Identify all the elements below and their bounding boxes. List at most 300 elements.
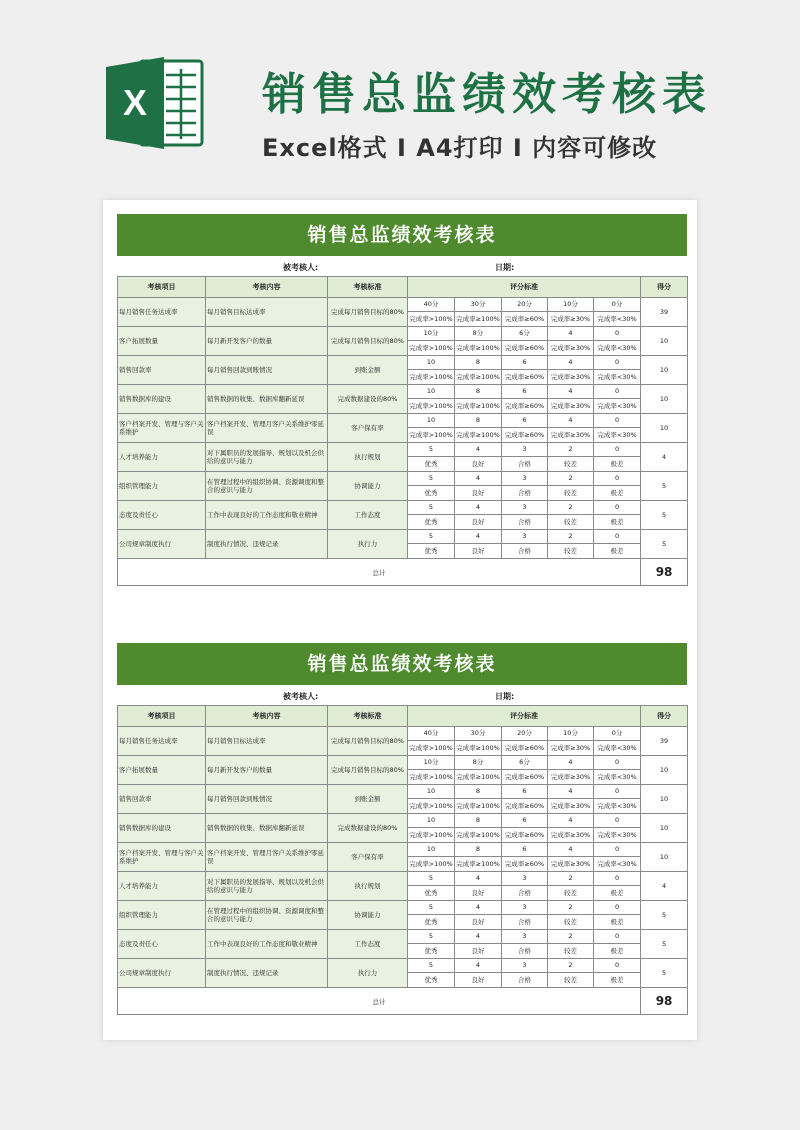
criteria-points-cell[interactable]: 8分 (455, 327, 502, 341)
criteria-level-cell[interactable]: 完成率≥60% (502, 428, 548, 443)
content-cell[interactable]: 每月销售回款到账情况 (206, 356, 328, 385)
criteria-level-cell[interactable]: 完成率<30% (594, 428, 641, 443)
item-cell[interactable]: 客户档案开发、管理与客户关系维护 (118, 414, 206, 443)
criteria-level-cell[interactable]: 较差 (548, 486, 594, 501)
criteria-points-cell[interactable]: 10 (408, 843, 455, 857)
criteria-points-cell[interactable]: 0 (594, 327, 641, 341)
content-cell[interactable]: 每月新开发客户的数量 (206, 327, 328, 356)
criteria-points-cell[interactable]: 2 (548, 443, 594, 457)
criteria-level-cell[interactable]: 良好 (455, 457, 502, 472)
sheet-title: 销售总监绩效考核表 (117, 214, 687, 256)
standard-cell[interactable]: 执行力 (328, 959, 408, 988)
item-cell[interactable]: 销售数据库的建设 (118, 385, 206, 414)
criteria-points-cell[interactable]: 4 (455, 472, 502, 486)
criteria-level-cell[interactable]: 完成率>100% (408, 428, 455, 443)
criteria-level-cell[interactable]: 完成率≥30% (548, 857, 594, 872)
item-cell[interactable]: 销售回款率 (118, 356, 206, 385)
criteria-points-cell[interactable]: 40分 (408, 298, 455, 312)
criteria-level-cell[interactable]: 良好 (455, 915, 502, 930)
criteria-level-cell[interactable]: 完成率≥100% (455, 857, 502, 872)
criteria-level-cell[interactable]: 极差 (594, 544, 641, 559)
item-cell[interactable]: 销售回款率 (118, 785, 206, 814)
criteria-points-cell[interactable]: 0 (594, 872, 641, 886)
criteria-points-cell[interactable]: 4 (455, 530, 502, 544)
criteria-points-cell[interactable]: 10 (408, 785, 455, 799)
total-row (118, 988, 688, 1015)
item-cell[interactable]: 公司规章制度执行 (118, 959, 206, 988)
header-item: 考核项目 (118, 706, 206, 727)
criteria-points-cell[interactable]: 2 (548, 872, 594, 886)
criteria-level-cell[interactable]: 良好 (455, 973, 502, 988)
criteria-points-cell[interactable]: 3 (502, 872, 548, 886)
total-score[interactable]: 98 (641, 559, 688, 586)
criteria-points-cell[interactable]: 8 (455, 785, 502, 799)
criteria-level-cell[interactable]: 良好 (455, 515, 502, 530)
table-row (118, 843, 688, 857)
criteria-level-cell[interactable]: 完成率>100% (408, 857, 455, 872)
header-criteria: 评分标准 (408, 277, 641, 298)
criteria-points-cell[interactable]: 0 (594, 785, 641, 799)
criteria-level-cell[interactable]: 完成率<30% (594, 857, 641, 872)
criteria-points-cell[interactable]: 0 (594, 385, 641, 399)
criteria-points-cell[interactable]: 0分 (594, 298, 641, 312)
content-cell[interactable]: 在管理过程中的组织协调、资源调度和整合的意识与能力 (206, 901, 328, 930)
criteria-level-cell[interactable]: 完成率<30% (594, 770, 641, 785)
criteria-points-cell[interactable]: 8 (455, 356, 502, 370)
criteria-level-cell[interactable]: 完成率≥100% (455, 370, 502, 385)
criteria-level-cell[interactable]: 合格 (502, 944, 548, 959)
score-cell[interactable]: 10 (641, 756, 688, 785)
criteria-level-cell[interactable]: 完成率≥30% (548, 399, 594, 414)
criteria-points-cell[interactable]: 5 (408, 443, 455, 457)
header-criteria: 评分标准 (408, 706, 641, 727)
criteria-level-cell[interactable]: 完成率<30% (594, 399, 641, 414)
criteria-level-cell[interactable]: 完成率≥60% (502, 799, 548, 814)
criteria-points-cell[interactable]: 6 (502, 356, 548, 370)
criteria-points-cell[interactable]: 2 (548, 959, 594, 973)
criteria-points-cell[interactable]: 20分 (502, 298, 548, 312)
criteria-points-cell[interactable]: 4 (455, 901, 502, 915)
content-cell[interactable]: 每月新开发客户的数量 (206, 756, 328, 785)
criteria-level-cell[interactable]: 完成率≥100% (455, 770, 502, 785)
criteria-level-cell[interactable]: 完成率≥60% (502, 399, 548, 414)
criteria-points-cell[interactable]: 5 (408, 530, 455, 544)
content-cell[interactable]: 制度执行情况、违规记录 (206, 959, 328, 988)
criteria-points-cell[interactable]: 3 (502, 501, 548, 515)
criteria-level-cell[interactable]: 合格 (502, 486, 548, 501)
criteria-level-cell[interactable]: 良好 (455, 886, 502, 901)
assessee-label: 被考核人: (283, 263, 319, 272)
table-header-row (118, 277, 688, 298)
criteria-points-cell[interactable]: 0 (594, 930, 641, 944)
criteria-points-cell[interactable]: 0 (594, 530, 641, 544)
criteria-points-cell[interactable]: 5 (408, 959, 455, 973)
criteria-level-cell[interactable]: 完成率≥100% (455, 828, 502, 843)
content-cell[interactable]: 客户档案开发、管理月客户关系维护零延误 (206, 414, 328, 443)
criteria-level-cell[interactable]: 完成率≥60% (502, 341, 548, 356)
criteria-level-cell[interactable]: 完成率<30% (594, 799, 641, 814)
item-cell[interactable]: 每月销售任务达成率 (118, 298, 206, 327)
criteria-points-cell[interactable]: 5 (408, 901, 455, 915)
criteria-level-cell[interactable]: 完成率>100% (408, 828, 455, 843)
standard-cell[interactable]: 完成每月销售目标的80% (328, 756, 408, 785)
criteria-points-cell[interactable]: 8 (455, 385, 502, 399)
criteria-level-cell[interactable]: 完成率≥30% (548, 770, 594, 785)
criteria-points-cell[interactable]: 4 (548, 843, 594, 857)
criteria-points-cell[interactable]: 10 (408, 814, 455, 828)
table-row (118, 414, 688, 428)
criteria-level-cell[interactable]: 完成率≥100% (455, 741, 502, 756)
standard-cell[interactable]: 到账金额 (328, 356, 408, 385)
standard-cell[interactable]: 客户保有率 (328, 843, 408, 872)
criteria-points-cell[interactable]: 4 (548, 356, 594, 370)
criteria-level-cell[interactable]: 较差 (548, 973, 594, 988)
criteria-points-cell[interactable]: 8分 (455, 756, 502, 770)
table-row (118, 385, 688, 399)
criteria-points-cell[interactable]: 0 (594, 472, 641, 486)
table-row (118, 814, 688, 828)
content-cell[interactable]: 客户档案开发、管理月客户关系维护零延误 (206, 843, 328, 872)
criteria-points-cell[interactable]: 3 (502, 530, 548, 544)
sub-title: Excel格式 I A4打印 I 内容可修改 (262, 134, 658, 162)
item-cell[interactable]: 组织管理能力 (118, 901, 206, 930)
score-cell[interactable]: 10 (641, 414, 688, 443)
criteria-level-cell[interactable]: 合格 (502, 544, 548, 559)
score-cell[interactable]: 5 (641, 530, 688, 559)
item-cell[interactable]: 销售数据库的建设 (118, 814, 206, 843)
criteria-points-cell[interactable]: 4 (455, 443, 502, 457)
standard-cell[interactable]: 执行规划 (328, 872, 408, 901)
item-cell[interactable]: 人才培养能力 (118, 872, 206, 901)
assessment-sheet (117, 643, 687, 1015)
score-cell[interactable]: 5 (641, 959, 688, 988)
criteria-level-cell[interactable]: 完成率≥30% (548, 428, 594, 443)
criteria-level-cell[interactable]: 优秀 (408, 544, 455, 559)
criteria-level-cell[interactable]: 完成率≥60% (502, 828, 548, 843)
score-cell[interactable]: 5 (641, 930, 688, 959)
criteria-points-cell[interactable]: 6分 (502, 756, 548, 770)
standard-cell[interactable]: 完成数据建设的80% (328, 385, 408, 414)
criteria-level-cell[interactable]: 完成率<30% (594, 341, 641, 356)
criteria-points-cell[interactable]: 3 (502, 959, 548, 973)
content-cell[interactable]: 对下属职员的发展指导、规划以及机会供给的意识与能力 (206, 443, 328, 472)
criteria-level-cell[interactable]: 完成率≥100% (455, 428, 502, 443)
criteria-points-cell[interactable]: 4 (548, 414, 594, 428)
criteria-points-cell[interactable]: 0 (594, 356, 641, 370)
score-cell[interactable]: 5 (641, 901, 688, 930)
criteria-points-cell[interactable]: 10分 (548, 298, 594, 312)
criteria-level-cell[interactable]: 合格 (502, 973, 548, 988)
score-cell[interactable]: 4 (641, 872, 688, 901)
criteria-points-cell[interactable]: 4 (548, 385, 594, 399)
criteria-points-cell[interactable]: 2 (548, 530, 594, 544)
criteria-points-cell[interactable]: 0 (594, 843, 641, 857)
score-cell[interactable]: 5 (641, 501, 688, 530)
criteria-points-cell[interactable]: 10分 (548, 727, 594, 741)
item-cell[interactable]: 客户拓展数量 (118, 756, 206, 785)
criteria-level-cell[interactable]: 完成率≥30% (548, 341, 594, 356)
score-cell[interactable]: 10 (641, 356, 688, 385)
score-cell[interactable]: 10 (641, 814, 688, 843)
standard-cell[interactable]: 客户保有率 (328, 414, 408, 443)
criteria-level-cell[interactable]: 完成率>100% (408, 741, 455, 756)
criteria-level-cell[interactable]: 极差 (594, 973, 641, 988)
criteria-level-cell[interactable]: 优秀 (408, 915, 455, 930)
header-score: 得分 (641, 277, 688, 298)
table-row (118, 959, 688, 973)
criteria-level-cell[interactable]: 完成率<30% (594, 828, 641, 843)
assessment-table (117, 276, 688, 586)
criteria-points-cell[interactable]: 5 (408, 930, 455, 944)
content-cell[interactable]: 制度执行情况、违规记录 (206, 530, 328, 559)
criteria-points-cell[interactable]: 4 (455, 959, 502, 973)
header-content: 考核内容 (206, 706, 328, 727)
criteria-level-cell[interactable]: 合格 (502, 886, 548, 901)
content-cell[interactable]: 对下属职员的发展指导、规划以及机会供给的意识与能力 (206, 872, 328, 901)
meta-row (117, 256, 687, 276)
criteria-level-cell[interactable]: 较差 (548, 886, 594, 901)
criteria-level-cell[interactable]: 完成率≥30% (548, 312, 594, 327)
criteria-points-cell[interactable]: 6 (502, 385, 548, 399)
item-cell[interactable]: 客户拓展数量 (118, 327, 206, 356)
table-row (118, 727, 688, 741)
total-score[interactable]: 98 (641, 988, 688, 1015)
criteria-level-cell[interactable]: 优秀 (408, 973, 455, 988)
score-cell[interactable]: 39 (641, 298, 688, 327)
criteria-points-cell[interactable]: 20分 (502, 727, 548, 741)
standard-cell[interactable]: 完成每月销售目标的80% (328, 327, 408, 356)
content-cell[interactable]: 每月销售目标达成率 (206, 298, 328, 327)
criteria-level-cell[interactable]: 完成率>100% (408, 399, 455, 414)
header-standard: 考核标准 (328, 277, 408, 298)
item-cell[interactable]: 态度及责任心 (118, 930, 206, 959)
table-row (118, 443, 688, 457)
criteria-points-cell[interactable]: 10 (408, 356, 455, 370)
criteria-level-cell[interactable]: 极差 (594, 915, 641, 930)
criteria-points-cell[interactable]: 0分 (594, 727, 641, 741)
criteria-points-cell[interactable]: 0 (594, 443, 641, 457)
standard-cell[interactable]: 执行力 (328, 530, 408, 559)
criteria-points-cell[interactable]: 10分 (408, 756, 455, 770)
header-banner (0, 0, 800, 190)
header-content: 考核内容 (206, 277, 328, 298)
criteria-level-cell[interactable]: 优秀 (408, 486, 455, 501)
table-row (118, 327, 688, 341)
standard-cell[interactable]: 完成数据建设的80% (328, 814, 408, 843)
content-cell[interactable]: 工作中表现良好的工作态度和敬业精神 (206, 501, 328, 530)
criteria-points-cell[interactable]: 4 (548, 785, 594, 799)
content-cell[interactable]: 每月销售回款到账情况 (206, 785, 328, 814)
criteria-level-cell[interactable]: 较差 (548, 457, 594, 472)
criteria-level-cell[interactable]: 完成率>100% (408, 312, 455, 327)
table-row (118, 530, 688, 544)
total-row (118, 559, 688, 586)
criteria-points-cell[interactable]: 0 (594, 756, 641, 770)
content-cell[interactable]: 工作中表现良好的工作态度和敬业精神 (206, 930, 328, 959)
criteria-points-cell[interactable]: 2 (548, 901, 594, 915)
content-cell[interactable]: 每月销售目标达成率 (206, 727, 328, 756)
score-cell[interactable]: 5 (641, 472, 688, 501)
criteria-level-cell[interactable]: 优秀 (408, 457, 455, 472)
table-row (118, 298, 688, 312)
criteria-level-cell[interactable]: 极差 (594, 886, 641, 901)
criteria-level-cell[interactable]: 完成率≥60% (502, 370, 548, 385)
header-item: 考核项目 (118, 277, 206, 298)
standard-cell[interactable]: 完成每月销售目标的80% (328, 727, 408, 756)
criteria-points-cell[interactable]: 6分 (502, 327, 548, 341)
criteria-level-cell[interactable]: 完成率<30% (594, 741, 641, 756)
criteria-points-cell[interactable]: 0 (594, 501, 641, 515)
criteria-level-cell[interactable]: 较差 (548, 544, 594, 559)
item-cell[interactable]: 每月销售任务达成率 (118, 727, 206, 756)
criteria-points-cell[interactable]: 10 (408, 414, 455, 428)
criteria-points-cell[interactable]: 5 (408, 472, 455, 486)
header-score: 得分 (641, 706, 688, 727)
criteria-level-cell[interactable]: 完成率≥60% (502, 741, 548, 756)
item-cell[interactable]: 组织管理能力 (118, 472, 206, 501)
score-cell[interactable]: 10 (641, 385, 688, 414)
meta-row (117, 685, 687, 705)
criteria-level-cell[interactable]: 完成率>100% (408, 770, 455, 785)
criteria-level-cell[interactable]: 完成率>100% (408, 341, 455, 356)
criteria-points-cell[interactable]: 2 (548, 930, 594, 944)
criteria-points-cell[interactable]: 4 (548, 756, 594, 770)
item-cell[interactable]: 客户档案开发、管理与客户关系维护 (118, 843, 206, 872)
criteria-level-cell[interactable]: 完成率>100% (408, 799, 455, 814)
criteria-level-cell[interactable]: 完成率≥60% (502, 312, 548, 327)
criteria-points-cell[interactable]: 4 (455, 501, 502, 515)
content-cell[interactable]: 销售数据的收集、数据库翻新延误 (206, 385, 328, 414)
criteria-points-cell[interactable]: 6 (502, 814, 548, 828)
criteria-points-cell[interactable]: 4 (455, 930, 502, 944)
table-row (118, 756, 688, 770)
criteria-level-cell[interactable]: 合格 (502, 915, 548, 930)
criteria-level-cell[interactable]: 完成率>100% (408, 370, 455, 385)
criteria-points-cell[interactable]: 6 (502, 785, 548, 799)
criteria-points-cell[interactable]: 3 (502, 472, 548, 486)
assessment-table (117, 705, 688, 1015)
criteria-points-cell[interactable]: 0 (594, 414, 641, 428)
criteria-level-cell[interactable]: 完成率≥30% (548, 370, 594, 385)
criteria-level-cell[interactable]: 完成率≥60% (502, 857, 548, 872)
criteria-level-cell[interactable]: 优秀 (408, 944, 455, 959)
total-label: 总计 (118, 988, 641, 1015)
criteria-level-cell[interactable]: 完成率≥60% (502, 770, 548, 785)
criteria-level-cell[interactable]: 合格 (502, 457, 548, 472)
standard-cell[interactable]: 协调能力 (328, 472, 408, 501)
date-label: 日期: (495, 692, 515, 701)
standard-cell[interactable]: 工作态度 (328, 501, 408, 530)
score-cell[interactable]: 4 (641, 443, 688, 472)
criteria-points-cell[interactable]: 2 (548, 501, 594, 515)
item-cell[interactable]: 态度及责任心 (118, 501, 206, 530)
standard-cell[interactable]: 完成每月销售目标的80% (328, 298, 408, 327)
criteria-points-cell[interactable]: 2 (548, 472, 594, 486)
criteria-points-cell[interactable]: 8 (455, 414, 502, 428)
criteria-points-cell[interactable]: 10分 (408, 327, 455, 341)
content-cell[interactable]: 在管理过程中的组织协调、资源调度和整合的意识与能力 (206, 472, 328, 501)
criteria-level-cell[interactable]: 完成率≥100% (455, 399, 502, 414)
criteria-points-cell[interactable]: 8 (455, 814, 502, 828)
standard-cell[interactable]: 执行规划 (328, 443, 408, 472)
excel-icon-letter: X (122, 82, 148, 123)
table-row (118, 872, 688, 886)
score-cell[interactable]: 10 (641, 785, 688, 814)
item-cell[interactable]: 公司规章制度执行 (118, 530, 206, 559)
main-title: 销售总监绩效考核表 (262, 69, 712, 120)
criteria-points-cell[interactable]: 3 (502, 901, 548, 915)
criteria-points-cell[interactable]: 0 (594, 959, 641, 973)
score-cell[interactable]: 10 (641, 843, 688, 872)
criteria-points-cell[interactable]: 4 (548, 814, 594, 828)
criteria-level-cell[interactable]: 完成率<30% (594, 312, 641, 327)
criteria-points-cell[interactable]: 3 (502, 443, 548, 457)
assessment-sheet (117, 214, 687, 586)
document-page (103, 200, 697, 1040)
criteria-level-cell[interactable]: 极差 (594, 515, 641, 530)
criteria-level-cell[interactable]: 完成率≥30% (548, 741, 594, 756)
score-cell[interactable]: 10 (641, 327, 688, 356)
criteria-points-cell[interactable]: 0 (594, 814, 641, 828)
criteria-level-cell[interactable]: 较差 (548, 915, 594, 930)
criteria-points-cell[interactable]: 10 (408, 385, 455, 399)
criteria-points-cell[interactable]: 5 (408, 872, 455, 886)
criteria-level-cell[interactable]: 完成率≥30% (548, 828, 594, 843)
date-label: 日期: (495, 263, 515, 272)
criteria-level-cell[interactable]: 合格 (502, 515, 548, 530)
table-row (118, 501, 688, 515)
criteria-points-cell[interactable]: 30分 (455, 298, 502, 312)
criteria-points-cell[interactable]: 0 (594, 901, 641, 915)
criteria-points-cell[interactable]: 40分 (408, 727, 455, 741)
criteria-level-cell[interactable]: 优秀 (408, 515, 455, 530)
criteria-points-cell[interactable]: 6 (502, 414, 548, 428)
standard-cell[interactable]: 工作态度 (328, 930, 408, 959)
criteria-level-cell[interactable]: 优秀 (408, 886, 455, 901)
criteria-level-cell[interactable]: 完成率<30% (594, 370, 641, 385)
criteria-points-cell[interactable]: 3 (502, 930, 548, 944)
table-row (118, 472, 688, 486)
criteria-level-cell[interactable]: 完成率≥100% (455, 341, 502, 356)
criteria-level-cell[interactable]: 良好 (455, 486, 502, 501)
content-cell[interactable]: 销售数据的收集、数据库翻新延误 (206, 814, 328, 843)
table-row (118, 785, 688, 799)
criteria-points-cell[interactable]: 5 (408, 501, 455, 515)
criteria-level-cell[interactable]: 完成率≥100% (455, 799, 502, 814)
table-header-row (118, 706, 688, 727)
criteria-level-cell[interactable]: 较差 (548, 944, 594, 959)
standard-cell[interactable]: 到账金额 (328, 785, 408, 814)
item-cell[interactable]: 人才培养能力 (118, 443, 206, 472)
criteria-level-cell[interactable]: 良好 (455, 944, 502, 959)
score-cell[interactable]: 39 (641, 727, 688, 756)
standard-cell[interactable]: 协调能力 (328, 901, 408, 930)
criteria-level-cell[interactable]: 极差 (594, 457, 641, 472)
criteria-points-cell[interactable]: 4 (548, 327, 594, 341)
criteria-points-cell[interactable]: 8 (455, 843, 502, 857)
sheet-title: 销售总监绩效考核表 (117, 643, 687, 685)
criteria-points-cell[interactable]: 4 (455, 872, 502, 886)
criteria-level-cell[interactable]: 完成率≥100% (455, 312, 502, 327)
criteria-points-cell[interactable]: 6 (502, 843, 548, 857)
criteria-level-cell[interactable]: 极差 (594, 944, 641, 959)
criteria-points-cell[interactable]: 30分 (455, 727, 502, 741)
criteria-level-cell[interactable]: 完成率≥30% (548, 799, 594, 814)
criteria-level-cell[interactable]: 较差 (548, 515, 594, 530)
assessee-label: 被考核人: (283, 692, 319, 701)
criteria-level-cell[interactable]: 极差 (594, 486, 641, 501)
criteria-level-cell[interactable]: 良好 (455, 544, 502, 559)
